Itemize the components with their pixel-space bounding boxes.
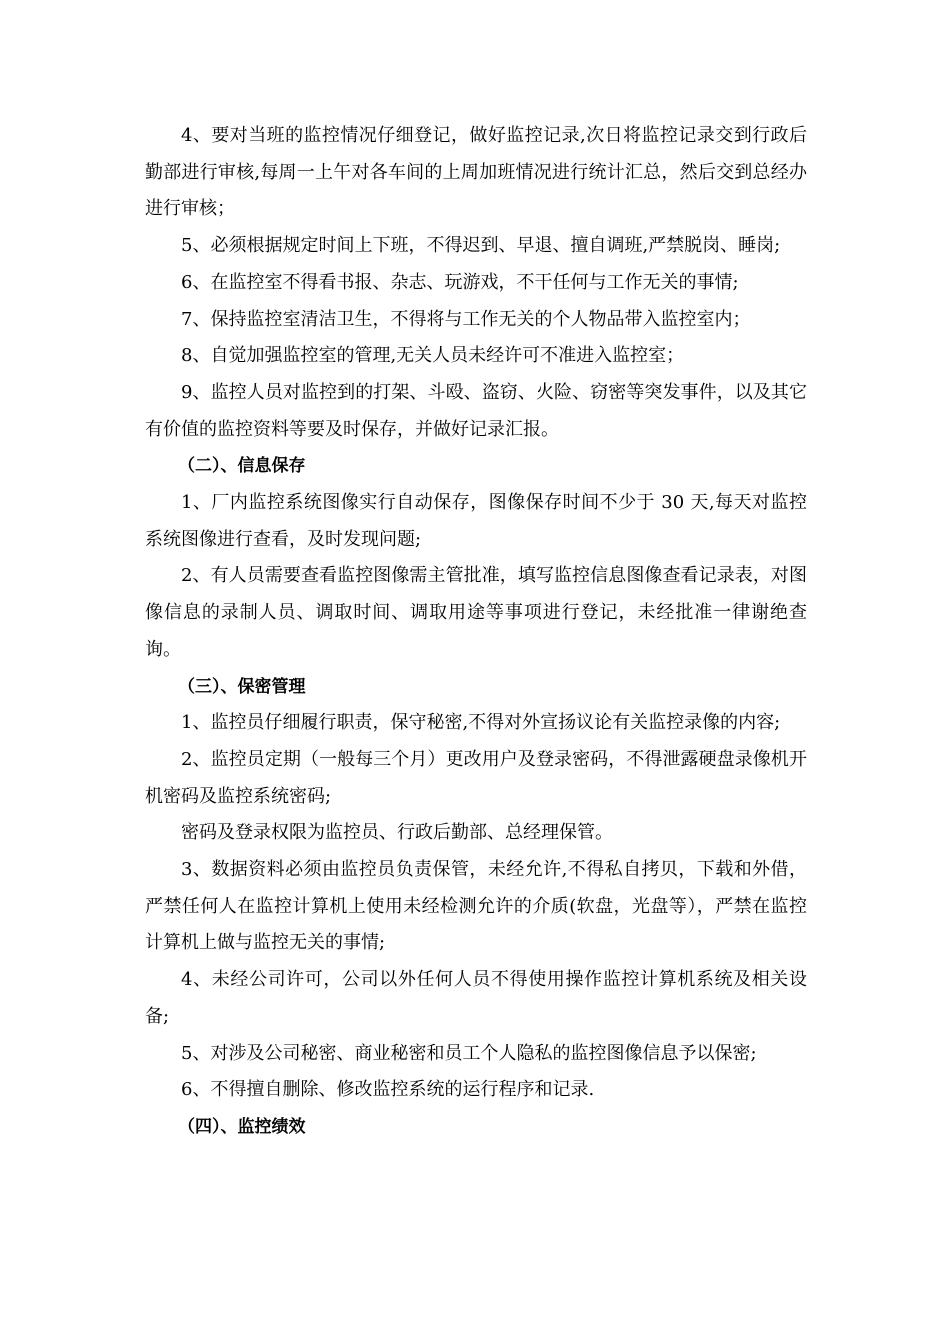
document-page — [145, 118, 807, 1146]
section3-item-5: 5、对涉及公司秘密、商业秘密和员工个人隐私的监控图像信息予以保密; — [181, 1042, 757, 1064]
section1-item-6: 6、在监控室不得看书报、杂志、玩游戏，不干任何与工作无关的事情; — [181, 271, 739, 293]
section3-password-note: 密码及登录权限为监控员、行政后勤部、总经理保管。 — [181, 822, 613, 844]
section1-item-7: 7、保持监控室清洁卫生，不得将与工作无关的个人物品带入监控室内； — [181, 308, 751, 330]
section2-item-1: 1、厂内监控系统图像实行自动保存，图像保存时间不少于 30 天,每天对监控系统图像进行查看，及时发现问题; — [145, 492, 807, 550]
section4-heading: （四）、监控绩效 — [178, 1116, 306, 1137]
section3-item-1: 1、监控员仔细履行职责，保守秘密,不得对外宣扬议论有关监控录像的内容; — [181, 712, 781, 734]
section3-item-2: 2、监控员定期（一般每三个月）更改用户及登录密码，不得泄露硬盘录像机开机密码及监控系统密码; — [145, 748, 807, 807]
section2-heading: （二）、信息保存 — [178, 456, 306, 477]
section3-item-4: 4、未经公司许可，公司以外任何人员不得使用操作监控计算机系统及相关设备; — [145, 969, 807, 1027]
section3-item-3: 3、数据资料必须由监控员负责保管，未经允许,不得私自拷贝，下载和外借，严禁任何人在监控计算机上使用未经检测允许的介质(软盘，光盘等），严禁在监控计算机上做与监控无关的事情; — [145, 859, 807, 954]
section3-heading: （三）、保密管理 — [178, 676, 306, 697]
section3-item-6: 6、不得擅自删除、修改监控系统的运行程序和记录. — [181, 1079, 595, 1101]
section1-item-4: 4、要对当班的监控情况仔细登记，做好监控记录,次日将监控记录交到行政后勤部进行审核,每周一上午对各车间的上周加班情况进行统计汇总，然后交到总经办进行审核； — [145, 125, 807, 220]
section2-item-2: 2、有人员需要查看监控图像需主管批准，填写监控信息图像查看记录表，对图像信息的录制人员、调取时间、调取用途等事项进行登记，未经批准一律谢绝查询。 — [145, 565, 807, 660]
section1-item-8: 8、自觉加强监控室的管理,无关人员未经许可不准进入监控室； — [181, 345, 685, 367]
section1-item-9: 9、监控人员对监控到的打架、斗殴、盗窃、火险、窃密等突发事件，以及其它有价值的监控资料等要及时保存，并做好记录汇报。 — [145, 381, 807, 440]
section1-item-5: 5、必须根据规定时间上下班，不得迟到、早退、擅自调班,严禁脱岗、睡岗; — [181, 235, 781, 257]
